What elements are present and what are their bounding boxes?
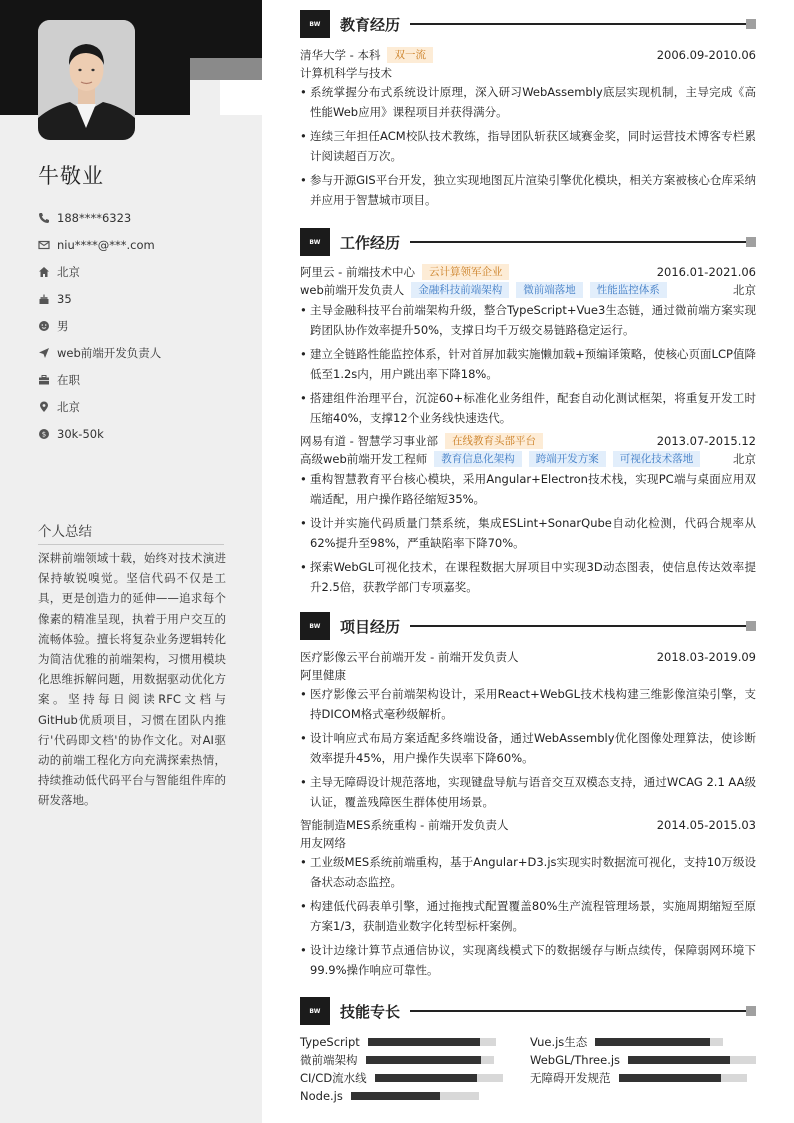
section-end-square [746, 19, 756, 29]
skill-item [530, 1052, 756, 1068]
work-entry-2 [300, 432, 756, 597]
summary-title: 个人总结 [38, 520, 224, 545]
skill-bar [351, 1092, 479, 1100]
skill-item [530, 1070, 747, 1086]
list-item: • 医疗影像云平台前端架构设计，采用React+WebGL技术栈构建三维影像渲染引擎，支持DICOM格式毫秒级解析。 [300, 684, 756, 724]
company-tag: 云计算领军企业 [422, 264, 510, 280]
skill-item [530, 1034, 723, 1050]
list-item: • 重构智慧教育平台核心模块，采用Angular+Electron技术栈，实现PC端与桌面应用双端适配，用户操作路径缩短35%。 [300, 469, 756, 509]
section-title: 技能专长 [340, 1002, 401, 1021]
info-email-text: niu****@***.com [57, 237, 155, 252]
list-item: • 主导金融科技平台前端架构升级，整合TypeScript+Vue3生态链，通过微前端方案实现跨团队协作效率提升50%，支撑日均千万级交易链路稳定运行。 [300, 300, 756, 340]
work-bullets [300, 469, 756, 597]
section-title: 教育经历 [340, 15, 401, 34]
list-item: • 系统掌握分布式系统设计原理，深入研习WebAssembly底层实现机制，主导完成《高性能Web应用》课程项目并获得满分。 [300, 82, 756, 122]
job-role: 高级web前端开发工程师 [300, 452, 428, 466]
skill-bar [366, 1056, 494, 1064]
section-badge: BW [300, 612, 330, 640]
cake-icon [38, 293, 50, 305]
project-date: 2018.03-2019.09 [656, 650, 756, 664]
skill-item [300, 1070, 503, 1086]
location-pin-icon [38, 401, 50, 413]
skill-name: WebGL/Three.js [530, 1053, 621, 1067]
section-end-square [746, 237, 756, 247]
section-divider [410, 1010, 746, 1012]
skills-section [300, 997, 756, 1025]
work-city: 北京 [733, 283, 756, 297]
list-item: • 建立全链路性能监控体系，针对首屏加载实施懒加载+预编译策略，使核心页面LCP值降低至1.2s内，用户跳出率下降18%。 [300, 344, 756, 384]
project-company: 阿里健康 [300, 668, 346, 682]
list-item: • 连续三年担任ACM校队技术教练，指导团队斩获区域赛金奖，同时运营技术博客专栏累计阅读超百万次。 [300, 126, 756, 166]
skill-item [300, 1052, 494, 1068]
info-email [38, 231, 238, 258]
skill-name: 无障碍开发规范 [530, 1071, 611, 1085]
education-date: 2006.09-2010.06 [656, 48, 756, 62]
project-entry-1 [300, 648, 756, 812]
skill-bar-fill [619, 1074, 721, 1082]
skill-bar [375, 1074, 503, 1082]
work-entry-1 [300, 263, 756, 428]
work-header [300, 228, 756, 256]
profile-photo [38, 20, 135, 140]
sidebar [0, 0, 262, 1123]
skill-bar [619, 1074, 747, 1082]
home-icon [38, 266, 50, 278]
skills-header [300, 997, 756, 1025]
company-tag: 在线教育头部平台 [445, 433, 543, 449]
skill-name: TypeScript [300, 1035, 360, 1049]
skill-tag: 性能监控体系 [590, 282, 667, 298]
project-title: 医疗影像云平台前端开发 - 前端开发负责人 [300, 650, 519, 664]
info-gender-text: 男 [57, 318, 69, 333]
list-item: • 工业级MES系统前端重构，基于Angular+D3.js实现实时数据流可视化，支持10万级设备状态动态监控。 [300, 852, 756, 892]
list-item: • 设计边缘计算节点通信协议，实现离线模式下的数据缓存与断点续传，保障弱网环境下99.9%操作响应可靠性。 [300, 940, 756, 980]
education-row [300, 46, 756, 64]
send-icon [38, 347, 50, 359]
section-badge: BW [300, 10, 330, 38]
svg-text:$: $ [41, 430, 47, 439]
skill-bar [628, 1056, 756, 1064]
skill-name: Node.js [300, 1089, 343, 1103]
section-badge: BW [300, 228, 330, 256]
skill-item [300, 1088, 479, 1104]
work-date: 2013.07-2015.12 [656, 434, 756, 448]
skill-item [300, 1034, 496, 1050]
work-section [300, 228, 756, 601]
list-item: • 搭建组件治理平台，沉淀60+标准化业务组件，配套自动化测试框架，将重复开发工时压缩40%，支撑12个业务线快速迭代。 [300, 388, 756, 428]
skill-tag: 可视化技术落地 [613, 451, 701, 467]
skill-bar-fill [351, 1092, 441, 1100]
contact-info-list [38, 204, 238, 447]
section-title: 项目经历 [340, 617, 401, 636]
briefcase-icon [38, 374, 50, 386]
sidebar-accent-gray [190, 58, 262, 80]
info-salary-text: 30k-50k [57, 426, 104, 441]
skill-bar [368, 1038, 496, 1046]
section-end-square [746, 621, 756, 631]
info-age-text: 35 [57, 291, 72, 306]
skill-name: CI/CD流水线 [300, 1071, 367, 1085]
education-major: 计算机科学与技术 [300, 66, 392, 80]
money-icon [38, 428, 50, 440]
job-role: web前端开发负责人 [300, 283, 405, 297]
skill-tag: 金融科技前端架构 [411, 282, 509, 298]
education-bullets [300, 82, 756, 210]
education-section [300, 10, 756, 214]
projects-section [300, 612, 756, 984]
skill-bar-fill [628, 1056, 730, 1064]
work-date: 2016.01-2021.06 [656, 265, 756, 279]
section-end-square [746, 1006, 756, 1016]
skill-bar-fill [366, 1056, 481, 1064]
info-residence [38, 258, 238, 285]
info-gender [38, 312, 238, 339]
work-bullets [300, 300, 756, 428]
info-age [38, 285, 238, 312]
skill-bar-fill [375, 1074, 477, 1082]
school-tag: 双一流 [387, 47, 433, 63]
section-divider [410, 23, 746, 25]
info-status-text: 在职 [57, 372, 80, 387]
info-phone-text: 188****6323 [57, 210, 132, 225]
section-title: 工作经历 [340, 233, 401, 252]
skill-tag: 教育信息化架构 [434, 451, 522, 467]
skill-tag: 微前端落地 [516, 282, 583, 298]
info-position [38, 339, 238, 366]
project-date: 2014.05-2015.03 [656, 818, 756, 832]
skill-tag: 跨端开发方案 [529, 451, 606, 467]
phone-icon [38, 212, 50, 224]
list-item: • 探索WebGL可视化技术，在课程数据大屏项目中实现3D动态图表，使信息传达效率提升2.5倍，获教学部门专项嘉奖。 [300, 557, 756, 597]
info-status [38, 366, 238, 393]
company-name: 网易有道 - 智慧学习事业部 [300, 434, 438, 448]
info-target-city-text: 北京 [57, 399, 80, 414]
candidate-name: 牛敬业 [38, 164, 104, 188]
info-target-city [38, 393, 238, 420]
list-item: • 主导无障碍设计规范落地，实现键盘导航与语音交互双模态支持，通过WCAG 2.1 AA级认证，覆盖残障医生群体使用场景。 [300, 772, 756, 812]
sidebar-accent-white [220, 80, 262, 115]
list-item: • 设计并实施代码质量门禁系统，集成ESLint+SonarQube自动化检测，代码合规率从62%提升至98%，严重缺陷率下降70%。 [300, 513, 756, 553]
mail-icon [38, 239, 50, 251]
project-company: 用友网络 [300, 836, 346, 850]
skill-bar-fill [368, 1038, 481, 1046]
projects-header [300, 612, 756, 640]
summary-text: 深耕前端领域十载，始终对技术演进保持敏锐嗅觉。坚信代码不仅是工具，更是创造力的延伸——追求每个像素的精准呈现，执着于用户交互的流畅体验。擅长将复杂业务逻辑转化为简洁优雅的前端架构，习惯用模块化思维拆解问题，用数据驱动优化方案。坚持每日阅读RFC文档与GitHub优质项目，习惯在团队内推行'代码即文档'的协作文化。对AI驱动的前端工程化方向充满探索热情，持续推动低代码平台与智能组件库的研发落地。 [38, 551, 226, 808]
list-item: • 设计响应式布局方案适配多终端设备，通过WebAssembly优化图像处理算法，使诊断效率提升45%，用户操作失误率下降60%。 [300, 728, 756, 768]
school-name: 清华大学 - 本科 [300, 48, 381, 62]
list-item: • 构建低代码表单引擎，通过拖拽式配置覆盖80%生产流程管理场景，实施周期缩短至原方案1/3，获制造业数字化转型标杆案例。 [300, 896, 756, 936]
info-phone [38, 204, 238, 231]
skill-name: 微前端架构 [300, 1053, 358, 1067]
section-divider [410, 625, 746, 627]
info-salary [38, 420, 238, 447]
project-title: 智能制造MES系统重构 - 前端开发负责人 [300, 818, 509, 832]
work-city: 北京 [733, 452, 756, 466]
company-name: 阿里云 - 前端技术中心 [300, 265, 415, 279]
info-position-text: web前端开发负责人 [57, 345, 162, 360]
education-header [300, 10, 756, 38]
skill-bar [595, 1038, 723, 1046]
list-item: • 参与开源GIS平台开发，独立实现地图瓦片渲染引擎优化模块，相关方案被核心仓库采纳并应用于智慧城市项目。 [300, 170, 756, 210]
face-icon [38, 320, 50, 332]
section-badge: BW [300, 997, 330, 1025]
project-entry-2 [300, 816, 756, 980]
skill-bar-fill [595, 1038, 710, 1046]
project-bullets [300, 684, 756, 812]
project-bullets [300, 852, 756, 980]
info-residence-text: 北京 [57, 264, 80, 279]
skill-name: Vue.js生态 [530, 1035, 588, 1049]
section-divider [410, 241, 746, 243]
